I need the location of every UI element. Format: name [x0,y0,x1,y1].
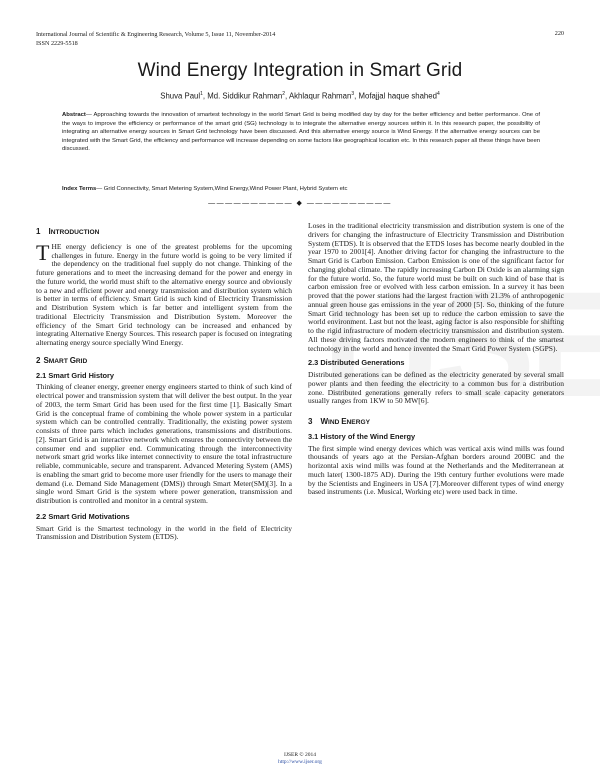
paragraph: THE energy deficiency is one of the greatest problems for the upcoming challenges in future. Energy in the future world is going to be very limited if the dependency on the traditional fuel supply do not change. Thinking of the future generations and to meet the increasing demand for the power and energy in the future world, the world must shift to the alternative energy source and obviously to a new and efficient power and energy transmission and distribution system which is better in terms of efficiency. Smart Grid is such kind of Electricity Transmission and Distribution System which is far better and intelligent system from the traditional Electricity Transmission and Distribution System. Moreover the efficiency of the Smart Grid technology can be increased and enhanced by integrating Alternative Energy Sources. This research paper is focused on integrating alternating energy source specially Wind Energy. [36,239,292,347]
abstract-label: Abstract [62,112,86,118]
section-divider: —————————— ◆ —————————— [208,200,392,207]
index-terms-text: — Grid Connectivity, Smart Metering System,Wind Energy,Wind Power Plant, Hybrid System etc [96,186,348,192]
left-column [36,222,292,542]
abstract [62,111,540,154]
paper-title: Wind Energy Integration in Smart Grid [137,60,463,81]
paragraph: The first simple wind energy devices which was vertical axis wind mills was found thousands of years ago at the Persian-Afghan borders around 200BC and the horizontal axis wind mills was found at the Netherlands and the Mediterranean at much later( 1300-1875 AD). During the 19th century further evolutions were made by the Scientists and Engineers in USA [7].Moreover different types of wind energy based instruments (i.e. Musical, Working etc) were used back in time. [308,443,564,497]
running-header [36,30,275,48]
author-name: Akhlaqur Rahman [288,91,352,101]
journal-name: International Journal of Scientific & Engineering Research, Volume 5, Issue 11, November-2014 [36,31,276,38]
page-number: 220 [554,30,564,37]
author-affiliation: 3 [351,91,355,97]
index-terms [62,185,540,194]
journal-link[interactable]: http://www.ijser.org [278,759,322,765]
author-name: Mofajjal haque shahed [358,91,437,101]
page-footer [0,752,600,766]
subsection-heading: 3.1 History of the Wind Energy [308,431,416,441]
section-heading-smart-grid: 2 SMART GRID [36,355,88,365]
author-affiliation: 1 [200,91,203,97]
section-heading-wind-energy: 3 WIND ENERGY [308,417,370,426]
paragraph: Smart Grid is the Smartest technology in the world in the field of Electricity Transmission and Distribution System (ETDS). [36,523,292,542]
paragraph: Thinking of cleaner energy, greener energy engineers started to think of such kind of electrical power and transmission system that will deliver the best output. In the year of 2003, the term Smart Grid has been used for the first time [1]. Basically Smart Grid is the conceptual frame of combining the whole power system in a particular system which can be controlled centrally. Traditionally, the existing power system consists of three parts which includes generations, transmissions and distributions. [2]. Smart Grid is an interactive network which ensures the connectivity between the consumer end and supplier end. Communicating through the interconnectivity network smart grid works like internet connectivity to ensure the total infrastructure reliable, communicable, secure and transparent. Advanced Metering System (AMS) is enabling the smart grid to become more user friendly for the users to manage their demand (i.e. Demand Side Management (DMS)) through Smart Meter(SM)[3]. In a single word Smart Grid is the system where power generation, transmission and distribution is controlled and monitor in a central system. [36,382,292,505]
abstract-text: — Approaching towards the innovation of smartest technology in the world Smart Grid is being modified day by day for the better efficiency and better performance. One of the ways to improve the efficiency or performance of the smart grid (SG) technology is to integrate the alternative energy sources within it. In this research paper, the possibility of integrating an alternative energy sources in Smart Grid technology have been discussed. And this alternative energy source is Wind Energy. If the alternative energy sources can be integrated with the Smart Grid, the efficiency and performance will increase depending on some factors like geographical location etc. In this research paper all these things have been discussed. [62,112,540,153]
author-affiliation: 4 [436,91,440,97]
subsection-heading: 2.2 Smart Grid Motivations [36,511,130,521]
subsection-heading: 2.1 Smart Grid History [36,370,115,380]
issn: ISSN 2229-5518 [36,40,78,47]
author-affiliation: 2 [282,91,286,97]
index-terms-label: Index Terms [62,186,97,192]
subsection-heading: 2.3 Distributed Generations [308,358,405,368]
section-heading-introduction: 1 INTRODUCTION [36,227,100,236]
right-column [308,222,564,497]
author-name: Md. Siddikur Rahman [207,91,283,101]
copyright: IJSER © 2014 [284,752,316,758]
drop-cap: T [36,239,50,265]
paragraph: Distributed generations can be defined as the electricity generated by several small power plants and then feeding the electricity to a common bus for a distribution zone. Distributed generations generally refers to small scale capacity generators usually ranges from 1KW to 50 MW[6]. [308,370,564,406]
author-list: Shuva Paul$^1$, Md. Siddikur Rahman$^2$, Akhlaqur Rahman$^3$, Mofajjal haque shahed$^4$ [160,91,440,101]
author-name: Shuva Paul [160,91,201,101]
paragraph: Loses in the traditional electricity transmission and distribution system is one of the drivers for changing the infrastructure of Electricity Transmission and Distribution System (ETDS). It is observed that the ETDS loses has become nearly doubled in the year 1970 to 2001[4]. Another driving factor for changing the infrastructure to the Smart Grid is Carbon Emission. Carbon Emission is one of the significant factor for changing global climate. The rapidly increasing Carbon Di Oxide is an alarming sign for the future world. So, the future world must be built on such kind of base that is carbon emission free or evolved with less carbon emission. In a survey it has been proved that the power stations had the largest fraction with 21.3% of anthropogenic annual green house gas emissions in the year of 2000 [5]. So, thinking of the future Smart Grid technology has been set up to reduce the carbon emission to save the world environment. Last but not the least, aging factor is also responsible for shifting to the rigid infrastructure of modern electricity transmission and distribution system. All these driving factors motivated the modern engineers to think of the smartest technology in the world and hence invented the Smart Grid Power System (SGPS). [308,221,564,353]
